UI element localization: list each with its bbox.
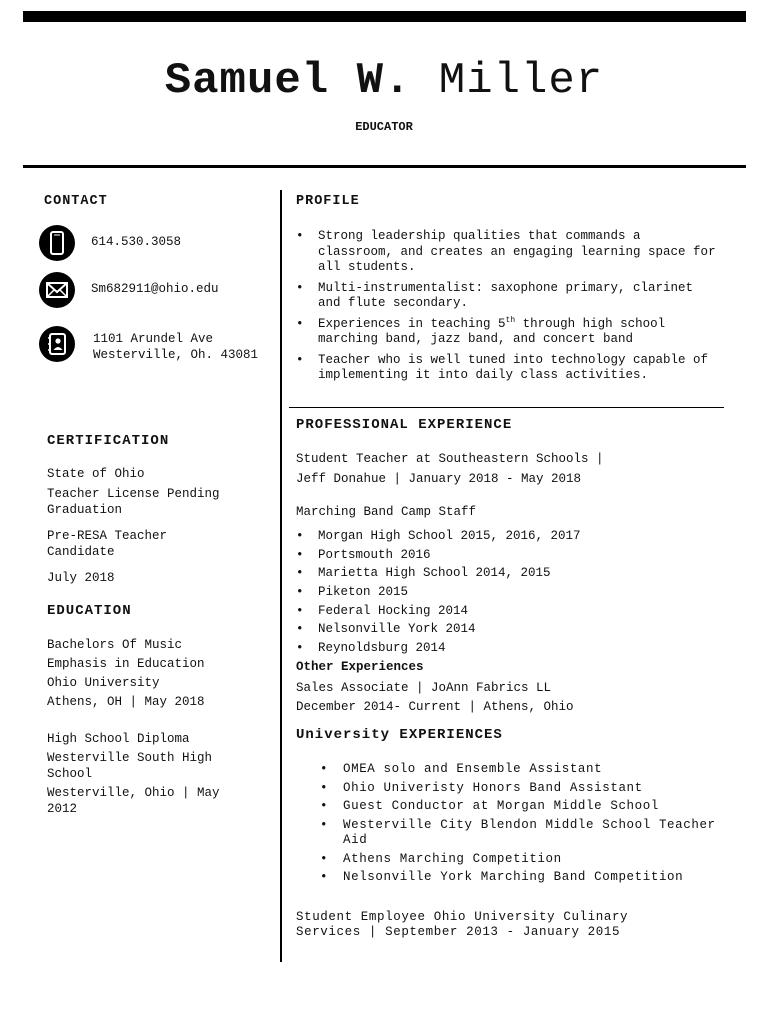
phone-icon [39, 225, 75, 261]
other-experiences-heading: Other Experiences [296, 660, 424, 674]
education-heading: EDUCATION [47, 603, 132, 619]
professional-heading: PROFESSIONAL EXPERIENCE [296, 417, 513, 433]
student-employee [296, 910, 628, 940]
column-divider [280, 190, 282, 962]
profile-bullet: • Strong leadership qualities that commands a classroom, and creates an engaging learning space for all students. [296, 229, 716, 276]
list-item: • Nelsonville York 2014 [296, 621, 716, 637]
certification-list [47, 466, 262, 590]
list-item: • Nelsonville York Marching Band Competition [318, 870, 718, 886]
list-item: • Piketon 2015 [296, 584, 716, 600]
other-line: December 2014- Current | Athens, Ohio [296, 700, 574, 714]
education-item: Westerville South High School [47, 751, 213, 781]
education-item: Emphasis in Education [47, 657, 205, 671]
job-title: EDUCATOR [355, 120, 413, 134]
university-heading: University EXPERIENCES [296, 727, 503, 743]
list-item: • Federal Hocking 2014 [296, 603, 716, 619]
profile-bullet-text: Experiences in teaching 5 [318, 316, 506, 331]
other-line: Sales Associate | JoAnn Fabrics LL [296, 681, 552, 695]
contact-phone: 614.530.3058 [91, 235, 182, 249]
list-item: • Westerville City Blendon Middle School Teacher Aid [318, 818, 718, 849]
profile-list [296, 229, 716, 387]
address-line-1: 1101 Arundel Ave [93, 332, 214, 346]
education-item: Athens, OH | May 2018 [47, 695, 205, 709]
list-item: • Athens Marching Competition [318, 852, 718, 868]
header-divider [23, 165, 746, 168]
profile-bullet-text: through high school marching band, jazz band, and concert band [318, 316, 666, 346]
profile-bullet: • Multi-instrumentalist: saxophone primary, clarinet and flute secondary. [296, 281, 716, 312]
education-item: Westerville, Ohio | May 2012 [47, 786, 220, 816]
contact-address [93, 331, 258, 363]
education-item: High School Diploma [47, 732, 190, 746]
superscript: th [505, 315, 516, 325]
certification-item: State of Ohio [47, 467, 145, 481]
profile-heading: PROFILE [296, 194, 360, 209]
camp-staff-title: Marching Band Camp Staff [296, 505, 477, 519]
certification-heading: CERTIFICATION [47, 433, 170, 449]
address-line-2: Westerville, Oh. 43081 [93, 348, 259, 362]
list-item: • Morgan High School 2015, 2016, 2017 [296, 528, 716, 544]
last-name: Miller [438, 56, 604, 106]
profile-bullet [296, 317, 716, 348]
candidate-name [0, 56, 768, 106]
contact-email: Sm682911@ohio.edu [91, 282, 219, 296]
employee-line: Student Employee Ohio University Culinary [296, 910, 629, 924]
list-item: • Marietta High School 2014, 2015 [296, 565, 716, 581]
education-list [47, 637, 252, 821]
education-item: Bachelors Of Music [47, 638, 183, 652]
job-line: Jeff Donahue | January 2018 - May 2018 [296, 472, 582, 486]
list-item: • Ohio Univeristy Honors Band Assistant [318, 781, 718, 797]
contact-heading: CONTACT [44, 194, 108, 209]
profile-bullet: • Teacher who is well tuned into technology capable of implementing it into daily class activities. [296, 353, 716, 384]
mail-icon [39, 272, 75, 308]
university-list [318, 762, 718, 889]
other-experiences [296, 679, 574, 717]
certification-item: Teacher License Pending Graduation [47, 487, 220, 517]
profile-divider [289, 407, 724, 408]
education-item: Ohio University [47, 676, 160, 690]
job-student-teacher [296, 449, 604, 489]
employee-line: Services | September 2013 - January 2015 [296, 925, 621, 939]
list-item: • Reynoldsburg 2014 [296, 640, 716, 656]
first-name: Samuel W. [164, 56, 412, 106]
top-rule [23, 11, 746, 22]
list-item: • OMEA solo and Ensemble Assistant [318, 762, 718, 778]
list-item: • Portsmouth 2016 [296, 547, 716, 563]
address-book-icon [39, 326, 75, 362]
job-line: Student Teacher at Southeastern Schools | [296, 452, 604, 466]
camp-list [296, 528, 716, 659]
list-item: • Guest Conductor at Morgan Middle School [318, 799, 718, 815]
certification-item: July 2018 [47, 571, 115, 585]
certification-item: Pre-RESA Teacher Candidate [47, 529, 168, 559]
